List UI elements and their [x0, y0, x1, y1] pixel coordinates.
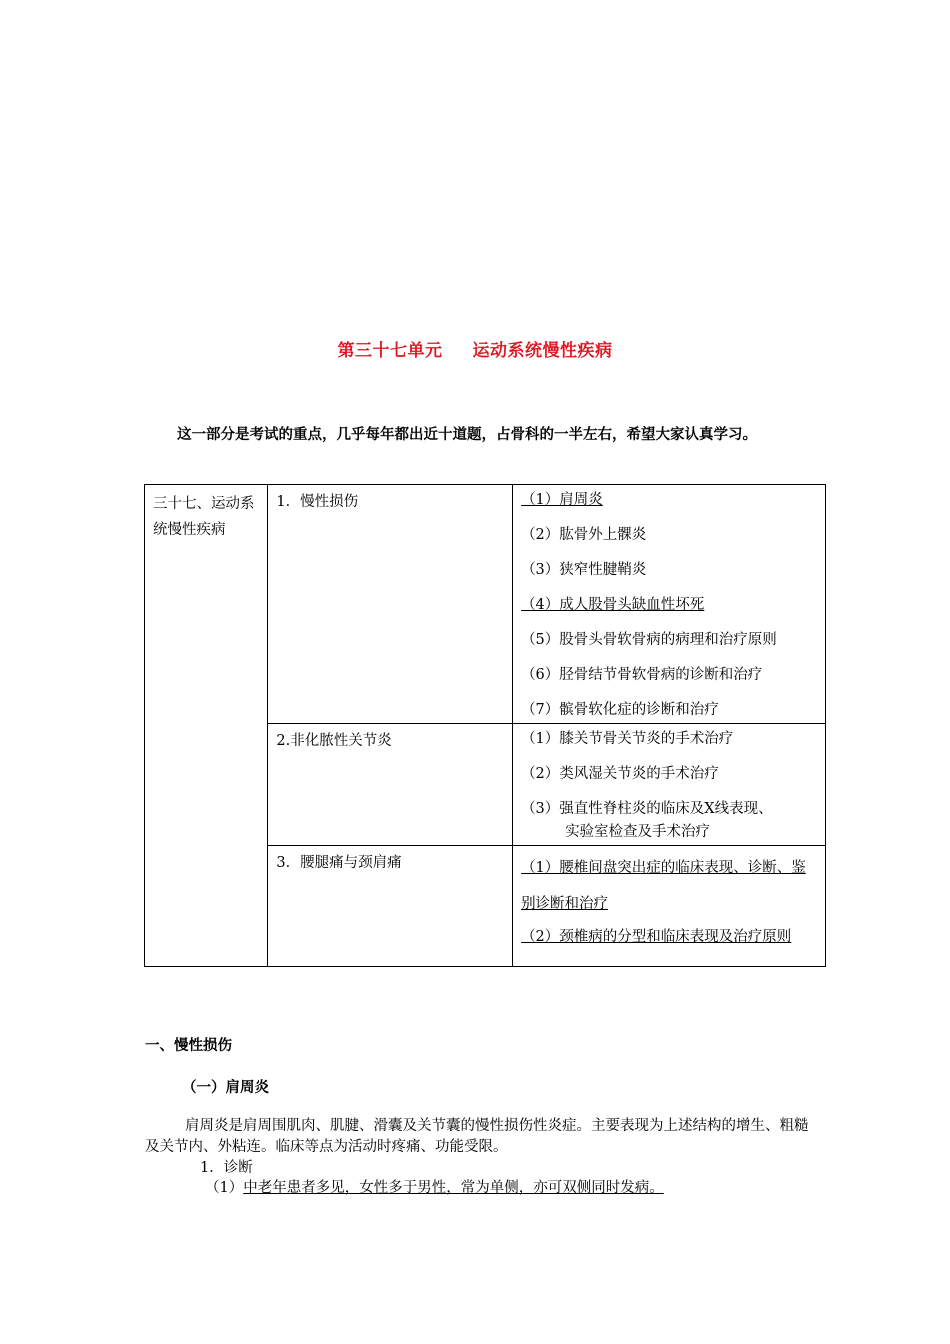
- topic-text: 2.非化脓性关节炎: [276, 733, 392, 749]
- topic-text: 1．慢性损伤: [276, 494, 359, 510]
- unit-cell: [145, 485, 268, 967]
- list-item-continuation: 实验室检查及手术治疗: [565, 824, 711, 840]
- list-item: （1）腰椎间盘突出症的临床表现、诊断、鉴别诊断和治疗: [521, 860, 806, 912]
- items-cell: [513, 485, 826, 724]
- unit-number: 第三十七单元: [337, 341, 443, 361]
- point-text: 中老年患者多见，女性多于男性，常为单侧，亦可双侧同时发病。: [243, 1180, 664, 1196]
- list-item: （2）肱骨外上髁炎: [521, 527, 647, 543]
- list-item: （1）肩周炎: [521, 492, 603, 508]
- list-item: （3）强直性脊柱炎的临床及X线表现、: [521, 801, 773, 817]
- list-item: （2）类风湿关节炎的手术治疗: [521, 766, 719, 782]
- syllabus-table: [144, 484, 826, 967]
- diagnosis-point: [205, 1176, 664, 1197]
- unit-name: 运动系统慢性疾病: [472, 341, 613, 361]
- list-item: （1）膝关节骨关节炎的手术治疗: [521, 731, 734, 747]
- list-item: （5）股骨头骨软骨病的病理和治疗原则: [521, 632, 777, 648]
- topic-cell: [268, 846, 513, 967]
- body-paragraph: 肩周炎是肩周围肌肉、肌腱、滑囊及关节囊的慢性损伤性炎症。主要表现为上述结构的增生、粗糙及关节内、外粘连。临床等点为活动时疼痛、功能受限。: [145, 1118, 809, 1155]
- diagnosis-heading: 1．诊断: [200, 1160, 253, 1176]
- page-title: [0, 336, 950, 361]
- point-number: （1）: [205, 1180, 244, 1196]
- topic-cell: [268, 485, 513, 724]
- unit-cell-text: 三十七、运动系统慢性疾病: [153, 496, 255, 538]
- list-item: （6）胫骨结节骨软骨病的诊断和治疗: [521, 667, 763, 683]
- list-item: （3）狭窄性腱鞘炎: [521, 562, 647, 578]
- intro-paragraph: 这一部分是考试的重点，几乎每年都出近十道题，占骨科的一半左右，希望大家认真学习。: [177, 427, 757, 443]
- topic-text: 3．腰腿痛与颈肩痛: [276, 855, 402, 871]
- list-item: （2）颈椎病的分型和临床表现及治疗原则: [521, 929, 792, 945]
- list-item: （4）成人股骨头缺血性坏死: [521, 597, 705, 613]
- list-item: （7）髌骨软化症的诊断和治疗: [521, 702, 719, 718]
- items-cell: [513, 724, 826, 846]
- topic-cell: [268, 724, 513, 846]
- section-heading: 一、慢性损伤: [145, 1038, 232, 1054]
- table-row: [145, 485, 826, 724]
- items-cell: [513, 846, 826, 967]
- subsection-heading: （一）肩周炎: [182, 1080, 269, 1096]
